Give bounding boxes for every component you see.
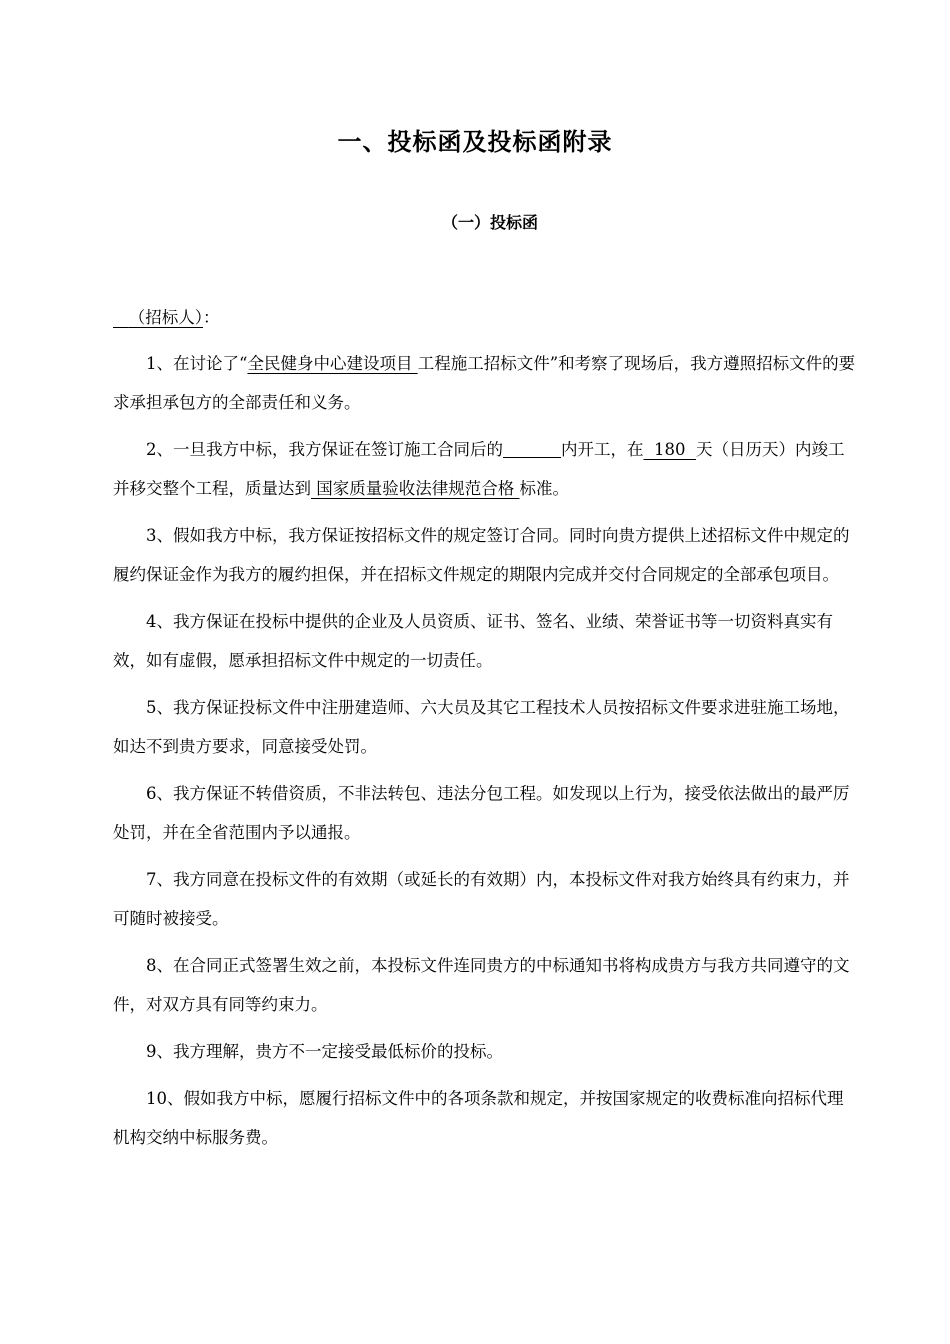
- clause-10: 10、假如我方中标，愿履行招标文件中的各项条款和规定，并按国家规定的收费标准向招标代理机构交纳中标服务费。: [113, 1089, 844, 1147]
- clause-5: 5、我方保证投标文件中注册建造师、六大员及其它工程技术人员按招标文件要求进驻施工场地，如达不到贵方要求，同意接受处罚。: [113, 698, 850, 756]
- clause-7: 7、我方同意在投标文件的有效期（或延长的有效期）内，本投标文件对我方始终具有约束力，并可随时被接受。: [113, 870, 850, 928]
- clause-2-suffix: 标准。: [519, 479, 569, 498]
- clause-9: 9、我方理解，贵方不一定接受最低标价的投标。: [146, 1042, 503, 1061]
- addressee-line: [113, 304, 220, 328]
- addressee-pad: [113, 308, 129, 327]
- addressee-suffix: ：: [203, 308, 220, 327]
- addressee-name: [113, 308, 203, 327]
- clause-8: 8、在合同正式签署生效之前，本投标文件连同贵方的中标通知书将构成贵方与我方共同遵守的文件，对双方具有同等约束力。: [113, 956, 850, 1014]
- duration-days: 180: [643, 440, 696, 459]
- section-subtitle: （一）投标函: [441, 213, 538, 232]
- clause-2-mid1: 内开工，在: [561, 440, 644, 459]
- clause-1: [113, 344, 858, 422]
- project-name: 全民健身中心建设项目: [247, 354, 418, 373]
- start-period-blank: [503, 437, 561, 458]
- addressee-label: （招标人）: [128, 308, 203, 327]
- clause-1-prefix: 1、在讨论了“: [146, 354, 248, 373]
- clause-2-mid2: 天（日历天）内竣工并移交整个工程，质量达到: [113, 440, 845, 498]
- clause-2: [113, 430, 858, 508]
- letter-body: [113, 344, 858, 1165]
- clause-3: 3、假如我方中标，我方保证按招标文件的规定签订合同。同时向贵方提供上述招标文件中规定的履约保证金作为我方的履约担保，并在招标文件规定的期限内完成并交付合同规定的全部承包项目。: [113, 526, 850, 584]
- clause-1-suffix: 工程施工招标文件”和考察了现场后，我方遵照招标文件的要求承担承包方的全部责任和义务。: [113, 354, 856, 412]
- clause-2-prefix: 2、一旦我方中标，我方保证在签订施工合同后的: [146, 440, 503, 459]
- quality-standard: 国家质量验收法律规范合格: [311, 479, 520, 498]
- clause-6: 6、我方保证不转借资质，不非法转包、违法分包工程。如发现以上行为，接受依法做出的最严厉处罚，并在全省范围内予以通报。: [113, 784, 850, 842]
- page-title: 一、投标函及投标函附录: [337, 128, 613, 156]
- clause-4: 4、我方保证在投标中提供的企业及人员资质、证书、签名、业绩、荣誉证书等一切资料真实有效，如有虚假，愿承担招标文件中规定的一切责任。: [113, 612, 833, 670]
